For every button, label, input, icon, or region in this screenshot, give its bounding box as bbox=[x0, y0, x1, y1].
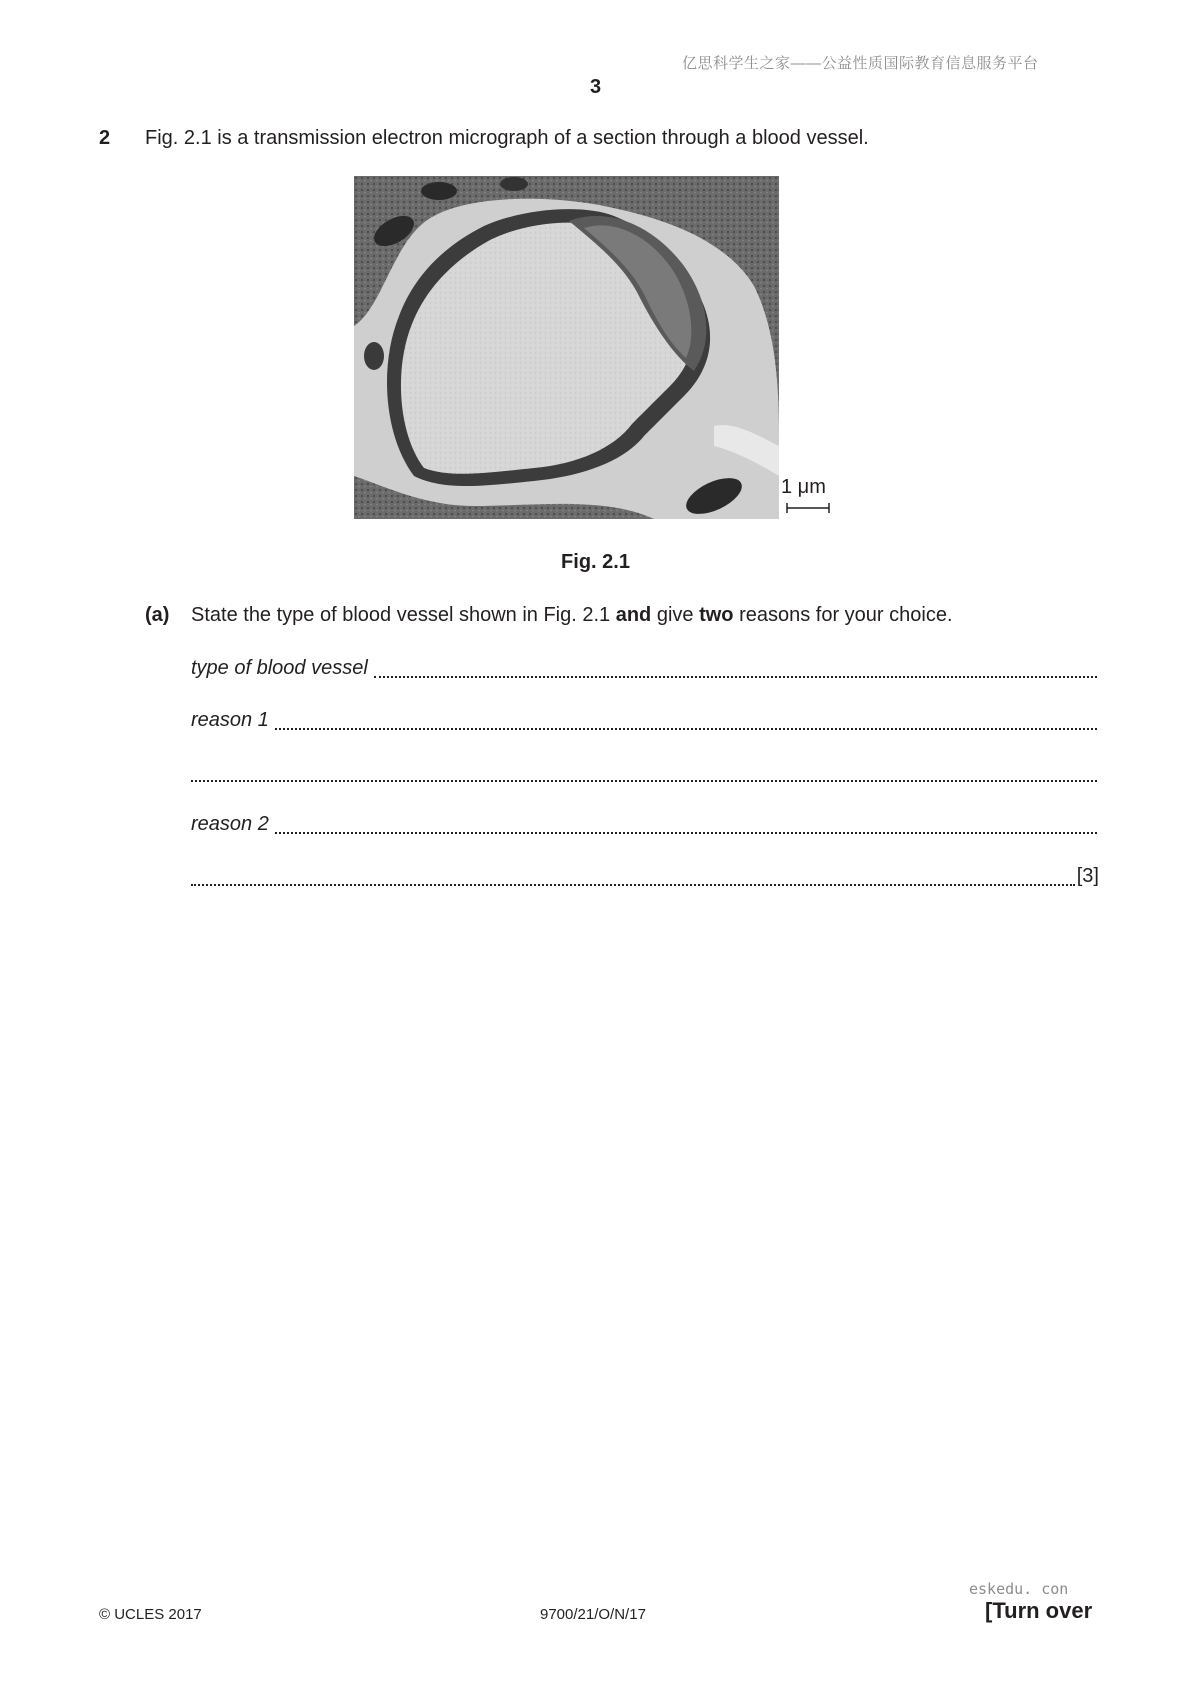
answer-line-reason2-continued[interactable] bbox=[191, 862, 1099, 888]
answer-line-reason2[interactable] bbox=[191, 810, 1097, 836]
question-text: Fig. 2.1 is a transmission electron micrograph of a section through a blood vessel. bbox=[145, 127, 869, 149]
marks-label: [3] bbox=[1076, 865, 1099, 887]
reason-2-label: reason 2 bbox=[191, 813, 269, 835]
reason-1-label: reason 1 bbox=[191, 709, 269, 731]
watermark-text: 亿思科学生之家——公益性质国际教育信息服务平台 bbox=[682, 55, 1039, 72]
figure-caption: Fig. 2.1 bbox=[561, 551, 630, 573]
page-number: 3 bbox=[589, 76, 602, 98]
site-watermark: eskedu. con bbox=[969, 1580, 1069, 1598]
dotted-line bbox=[191, 776, 1097, 782]
electron-micrograph bbox=[354, 176, 779, 519]
copyright: © UCLES 2017 bbox=[99, 1606, 202, 1623]
dotted-line bbox=[275, 828, 1097, 834]
scale-bar bbox=[786, 502, 830, 514]
answer-line-type[interactable] bbox=[191, 654, 1097, 680]
answer-line-reason1-continued[interactable] bbox=[191, 758, 1097, 784]
dotted-line bbox=[374, 672, 1097, 678]
scale-bar-label: 1 μm bbox=[781, 476, 826, 498]
question-number: 2 bbox=[99, 127, 111, 149]
type-of-blood-vessel-label: type of blood vessel bbox=[191, 657, 368, 679]
part-a-question: State the type of blood vessel shown in Fig. 2.1 and give two reasons for your choice. bbox=[191, 604, 953, 626]
dotted-line bbox=[191, 880, 1075, 886]
paper-code: 9700/21/O/N/17 bbox=[540, 1606, 646, 1623]
answer-line-reason1[interactable] bbox=[191, 706, 1097, 732]
dotted-line bbox=[275, 724, 1097, 730]
part-a-label: (a) bbox=[145, 604, 170, 626]
turn-over: [Turn over bbox=[985, 1598, 1093, 1623]
